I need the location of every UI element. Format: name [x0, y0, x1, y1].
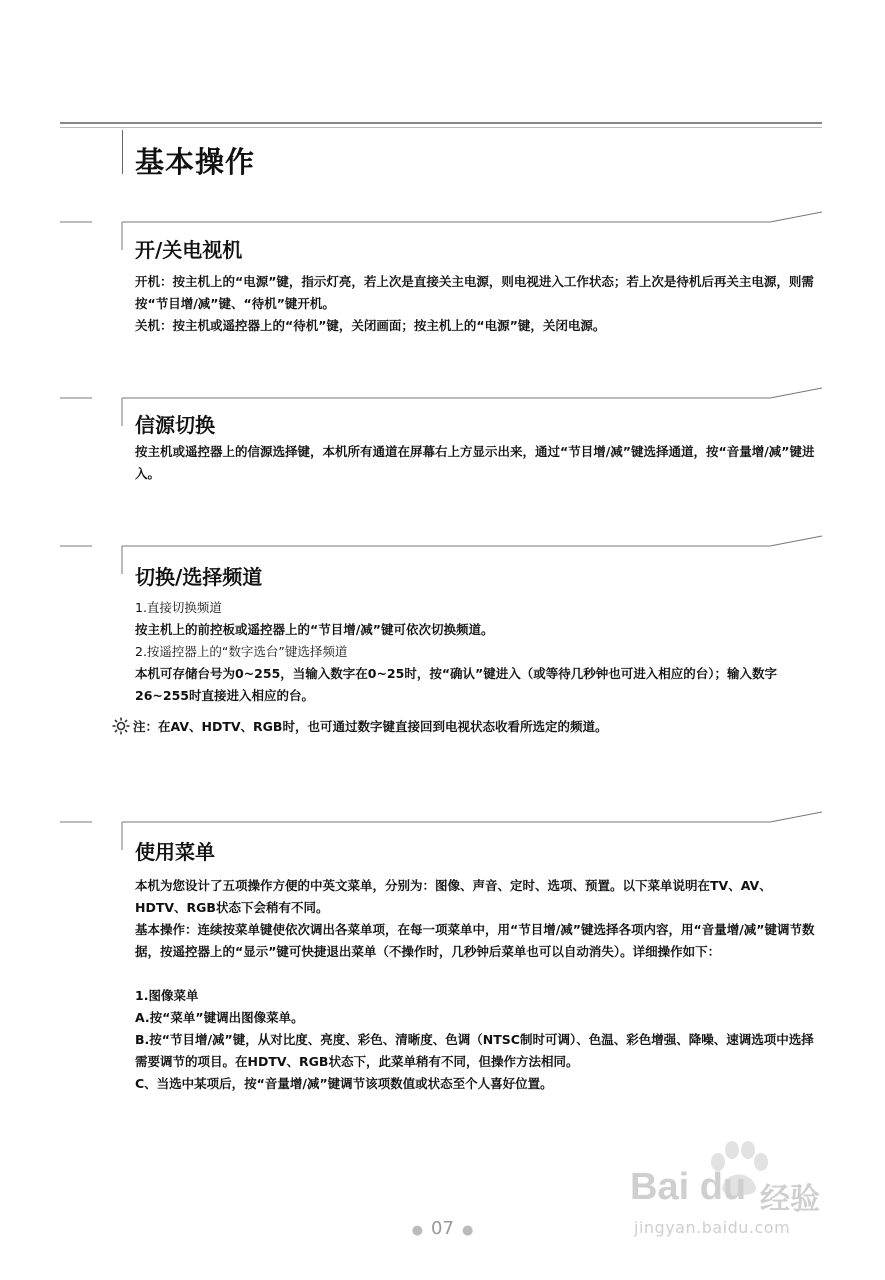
sun-icon: [112, 717, 130, 735]
section-title-source: 信源切换: [135, 413, 215, 437]
watermark-brand: Bai du: [630, 1166, 747, 1208]
paragraph: 1.直接切换频道: [135, 600, 222, 615]
section-body-source: [135, 441, 823, 485]
section-title-power: 开/关电视机: [135, 238, 243, 262]
paragraph: 2.按遥控器上的“数字选台”键选择频道: [135, 644, 348, 659]
section-body-power: [135, 271, 823, 337]
section-body-channel: [135, 597, 823, 707]
paragraph: 关机：按主机或遥控器上的“待机”键，关闭画面；按主机上的“电源”键，关闭电源。: [135, 318, 606, 333]
paragraph: B.按“节目增/减”键，从对比度、亮度、彩色、清晰度、色调（NTSC制时可调）、色温、彩色增强、降噪、速调选项中选择需要调节的项目。在HDTV、RGB状态下，此菜单稍有不同，但操作方法相同。: [135, 1032, 814, 1069]
paragraph: 按主机上的前控板或遥控器上的“节目增/减”键可依次切换频道。: [135, 622, 494, 637]
page-number-text: 07: [431, 1218, 454, 1239]
section-title-menu: 使用菜单: [135, 840, 215, 864]
note-line: [112, 716, 812, 738]
paragraph: 本机可存储台号为0~255，当输入数字在0~25时，按“确认”键进入（或等待几秒钟也可进入相应的台）；输入数字26~255时直接进入相应的台。: [135, 666, 778, 703]
baidu-watermark: [612, 1140, 842, 1250]
watermark-brand-cn: 经验: [760, 1182, 820, 1217]
section-body-menu: [135, 875, 823, 1095]
paragraph: 按主机或遥控器上的信源选择键，本机所有通道在屏幕右上方显示出来，通过“节目增/减”键选择通道，按“音量增/减”键进入。: [135, 444, 815, 481]
section-title-channel: 切换/选择频道: [135, 565, 263, 589]
note-text: 注：在AV、HDTV、RGB时，也可通过数字键直接回到电视状态收看所选定的频道。: [133, 719, 608, 734]
bullet-icon: ●: [461, 1223, 474, 1238]
bullet-icon: ●: [411, 1223, 424, 1238]
paragraph: 基本操作：连续按菜单键使依次调出各菜单项，在每一项菜单中，用“节目增/减”键选择各项内容，用“音量增/减”键调节数据，按遥控器上的“显示”键可快捷退出菜单（不操作时，几秒钟后菜单也可以自动消失）。详细操作如下：: [135, 922, 815, 959]
paragraph: 本机为您设计了五项操作方便的中英文菜单，分别为：图像、声音、定时、选项、预置。以下菜单说明在TV、AV、HDTV、RGB状态下会稍有不同。: [135, 878, 772, 915]
paragraph: 1.图像菜单: [135, 988, 199, 1003]
paragraph: A.按“菜单”键调出图像菜单。: [135, 1010, 304, 1025]
watermark-url: jingyan.baidu.com: [634, 1218, 791, 1237]
paragraph: 开机：按主机上的“电源”键，指示灯亮，若上次是直接关主电源，则电视进入工作状态；若上次是待机后再关主电源，则需按“节目增/减”键、“待机”键开机。: [135, 274, 814, 311]
page-title: 基本操作: [135, 145, 256, 179]
paragraph: C、当选中某项后，按“音量增/减”键调节该项数值或状态至个人喜好位置。: [135, 1076, 553, 1091]
